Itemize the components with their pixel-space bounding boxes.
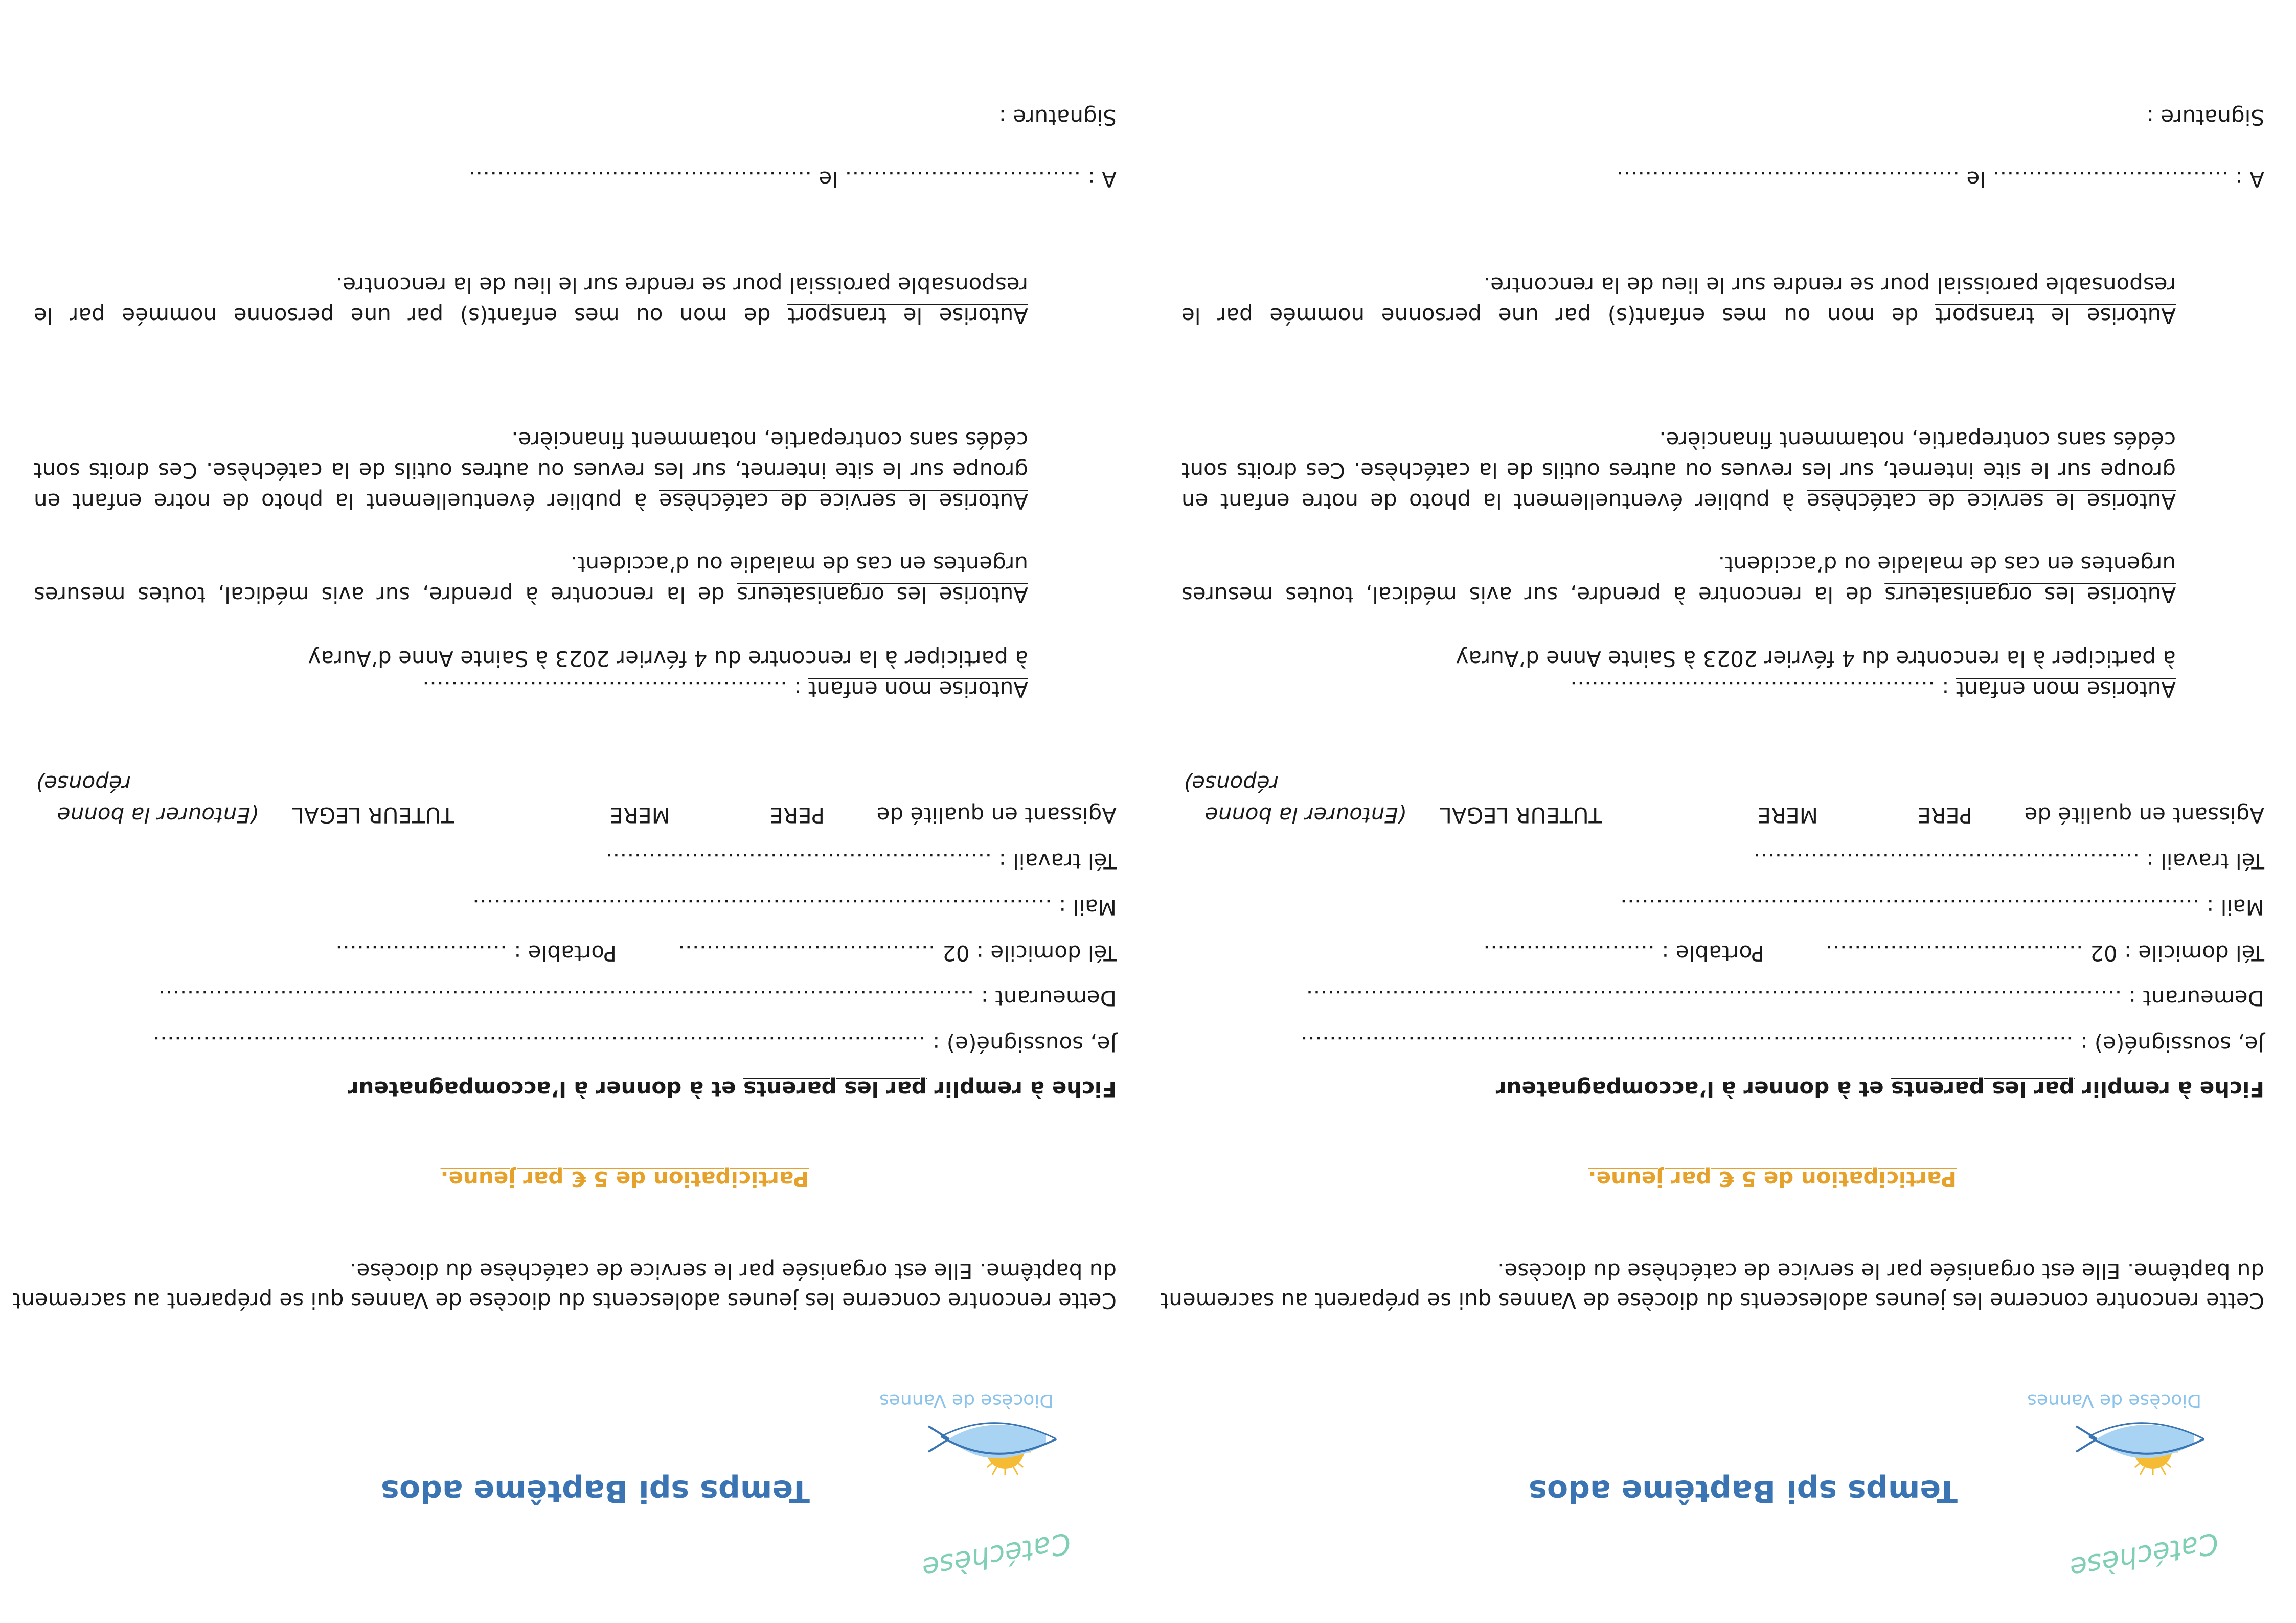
intro-line-2: du baptême. Elle est organisée par le service de catéchèse du diocèse. [1497, 1259, 2264, 1284]
option-tuteur-legal[interactable]: TUTEUR LEGAL [292, 803, 454, 828]
form-title-underlined: par les parents [743, 1077, 927, 1102]
autorise-organisateurs [34, 548, 1028, 610]
autorise-transport [1181, 269, 2176, 331]
autorise-service [1181, 424, 2176, 516]
soussigne-field[interactable]: Je, soussigné(e) : ……………………………………………………………………………………………… [152, 1032, 1117, 1057]
logo-diocese: Diocèse de Vannes [879, 1390, 1054, 1411]
autorise-enfant[interactable] [422, 678, 1028, 700]
transport-text: de mon ou mes enfant(s) par une personne nommée par le responsable paroissial pour se rendre sur le lieu de la rencontre. [1181, 272, 2176, 328]
form-panel [1148, 0, 2296, 1623]
qualite-label: Agissant en qualité de [876, 803, 1117, 828]
logo-diocese: Diocèse de Vannes [2027, 1390, 2201, 1411]
autorise-enfant-dots: : …………………………………………… [1570, 677, 1956, 702]
autorise-service [34, 424, 1028, 516]
autorise-enfant-label: Autorise mon enfant [808, 677, 1028, 702]
page-title: Temps spi Baptême ados [1529, 1473, 1958, 1509]
circle-instruction: (Entourer la bonne [1204, 803, 1406, 828]
demeurant-field[interactable]: Demeurant : …………………………………………………………………………………………………… [158, 986, 1117, 1011]
place-date-field[interactable]: A : …………………………… le ………………………………………… [1616, 167, 2264, 192]
tel-domicile-field[interactable]: Tél domicile : 02 ……………………………… [1825, 941, 2264, 966]
circle-instruction-2: réponse) [35, 771, 131, 796]
qualite-label: Agissant en qualité de [2024, 803, 2264, 828]
autorise-enfant[interactable] [1570, 678, 2176, 700]
organisateurs-text: de la rencontre à prendre, sur avis médical, toutes mesures urgentes en cas de maladie ou d’accident. [1181, 552, 2176, 607]
soussigne-field[interactable]: Je, soussigné(e) : ……………………………………………………………………………………………… [1300, 1032, 2264, 1057]
organisateurs-label: Autorise les organisateurs [737, 582, 1028, 607]
form-title-part: Fiche à remplir [2074, 1077, 2264, 1102]
signature-field[interactable]: Signature : [2146, 105, 2264, 130]
tel-domicile-field[interactable]: Tél domicile : 02 ……………………………… [677, 941, 1117, 966]
transport-label: Autorise le transport [787, 303, 1028, 328]
portable-field[interactable]: Portable : …………………… [335, 941, 617, 966]
portable-field[interactable]: Portable : …………………… [1483, 941, 1764, 966]
participation-note: Participation de 5 € par jeune. [1588, 1167, 1957, 1192]
organisateurs-label: Autorise les organisateurs [1884, 582, 2176, 607]
circle-instruction: (Entourer la bonne [57, 803, 259, 828]
demeurant-field[interactable]: Demeurant : …………………………………………………………………………………………………… [1306, 986, 2264, 1011]
participation-note: Participation de 5 € par jeune. [440, 1167, 809, 1192]
place-date-field[interactable]: A : …………………………… le ………………………………………… [468, 167, 1117, 192]
intro-line-1: Cette rencontre concerne les jeunes adolescents du diocèse de Vannes qui se préparent au sacrement [12, 1288, 1117, 1313]
mail-field[interactable]: Mail : ……………………………………………………………………… [472, 895, 1117, 920]
circle-instruction-2: réponse) [1183, 771, 1279, 796]
option-tuteur-legal[interactable]: TUTEUR LEGAL [1440, 803, 1602, 828]
form-title-underlined: par les parents [1891, 1077, 2075, 1102]
logo-wordmark: Catéchèse [2067, 1525, 2221, 1585]
form-title [1496, 1078, 2264, 1100]
option-pere[interactable]: PERE [769, 803, 825, 828]
form-title [348, 1078, 1117, 1100]
participer-line: à participer à la rencontre du 4 février 2023 à Sainte Anne d’Auray [308, 646, 1028, 671]
intro-line-1: Cette rencontre concerne les jeunes adolescents du diocèse de Vannes qui se préparent au sacrement [1160, 1288, 2264, 1313]
intro-line-2: du baptême. Elle est organisée par le service de catéchèse du diocèse. [350, 1259, 1117, 1284]
transport-label: Autorise le transport [1935, 303, 2176, 328]
page-title: Temps spi Baptême ados [381, 1473, 810, 1509]
tel-travail-field[interactable]: Tél travail : ……………………………………………… [605, 849, 1117, 874]
organisateurs-text: de la rencontre à prendre, sur avis médical, toutes mesures urgentes en cas de maladie ou d’accident. [33, 552, 1028, 607]
mail-field[interactable]: Mail : ……………………………………………………………………… [1620, 895, 2264, 920]
participer-line: à participer à la rencontre du 4 février 2023 à Sainte Anne d’Auray [1456, 646, 2176, 671]
signature-field[interactable]: Signature : [998, 105, 1117, 130]
autorise-enfant-dots: : …………………………………………… [422, 677, 808, 702]
service-label: Autorise le service de catéchèse [658, 489, 1028, 514]
autorise-transport [34, 269, 1028, 331]
form-title-part: et à donner à l’accompagnateur [1495, 1077, 1892, 1102]
autorise-enfant-label: Autorise mon enfant [1956, 677, 2176, 702]
service-text: à publier éventuellement la photo de notre enfant en groupe sur le site internet, sur les revues ou autres outils de la catéchèse. Ces droits sont cédés sans contrepartie, notamment financière. [1181, 427, 2176, 514]
option-mere[interactable]: MERE [1757, 803, 1818, 828]
form-title-part: Fiche à remplir [926, 1077, 1117, 1102]
service-text: à publier éventuellement la photo de notre enfant en groupe sur le site internet, sur les revues ou autres outils de la catéchèse. Ces droits sont cédés sans contrepartie, notamment financière. [34, 427, 1028, 514]
autorise-organisateurs [1181, 548, 2176, 610]
service-label: Autorise le service de catéchèse [1806, 489, 2176, 514]
form-panel [1, 0, 1148, 1623]
option-pere[interactable]: PERE [1917, 803, 1972, 828]
tel-travail-field[interactable]: Tél travail : ……………………………………………… [1753, 849, 2264, 874]
form-title-part: et à donner à l’accompagnateur [348, 1077, 744, 1102]
option-mere[interactable]: MERE [609, 803, 670, 828]
logo-wordmark: Catéchèse [919, 1525, 1074, 1585]
transport-text: de mon ou mes enfant(s) par une personne nommée par le responsable paroissial pour se rendre sur le lieu de la rencontre. [33, 272, 1028, 328]
